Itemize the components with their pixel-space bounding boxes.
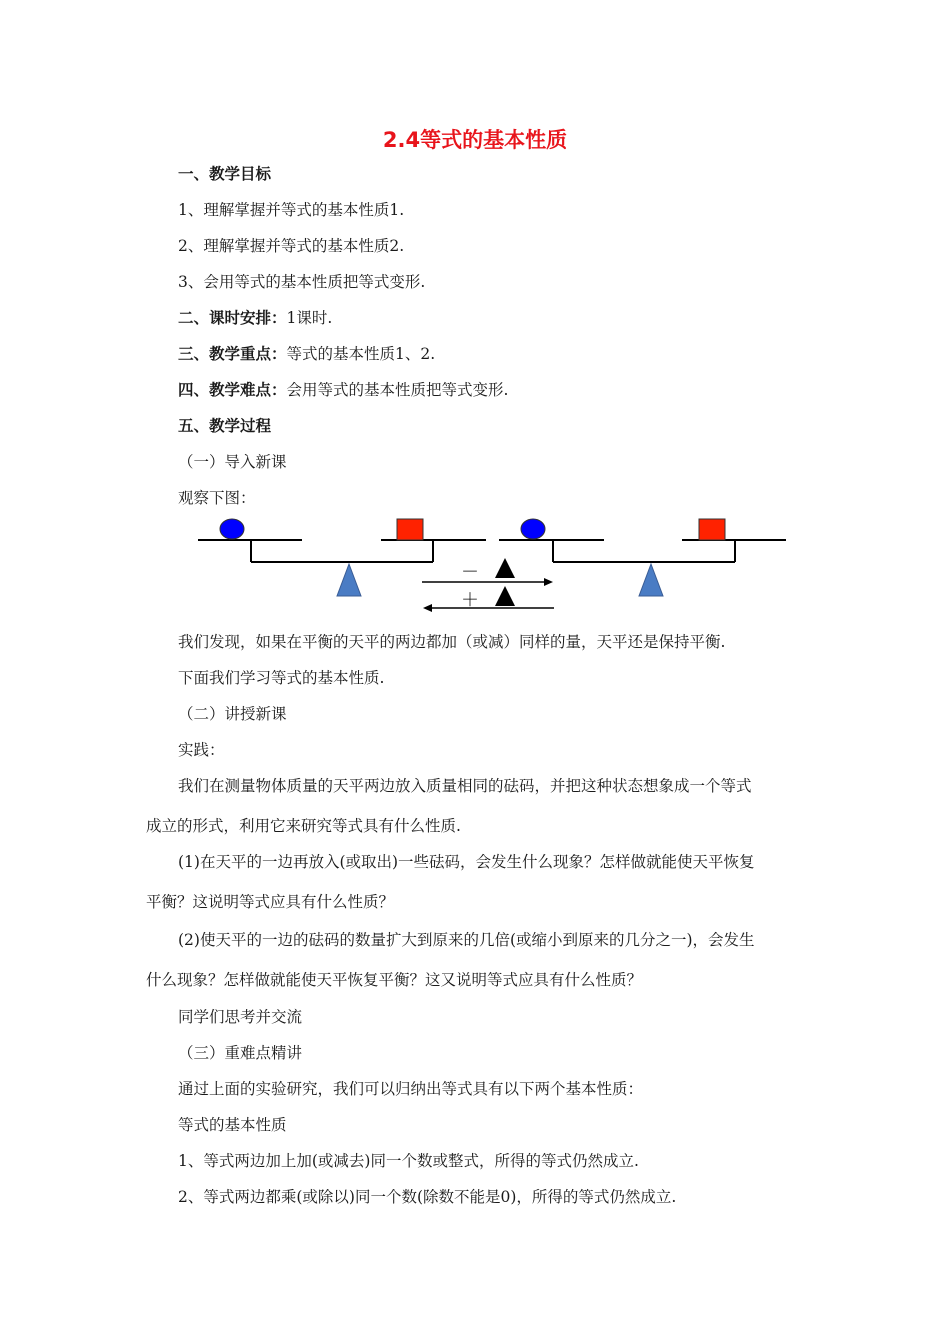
page-title: 2.4等式的基本性质 xyxy=(382,128,568,152)
heading-process: 五、教学过程 xyxy=(178,417,272,435)
question-2a: (2)使天平的一边的砝码的数量扩大到原来的几倍(或缩小到原来的几分之一)，会发生 xyxy=(178,931,755,949)
minus-sign: － xyxy=(461,562,479,583)
right-fulcrum xyxy=(639,564,663,596)
part3-heading: （三）重难点精讲 xyxy=(178,1044,303,1062)
heading-goals: 一、教学目标 xyxy=(178,165,272,183)
right-balance xyxy=(499,540,786,562)
left-weight-block xyxy=(397,519,423,540)
arrow-right-head xyxy=(544,578,553,586)
schedule-line xyxy=(178,308,332,328)
triangle-top xyxy=(495,558,515,578)
plus-sign: ＋ xyxy=(461,590,479,611)
found-text: 我们发现，如果在平衡的天平的两边都加（或减）同样的量，天平还是保持平衡. xyxy=(178,633,726,651)
question-1a: (1)在天平的一边再放入(或取出)一些砝码，会发生什么现象？怎样做就能使天平恢复 xyxy=(178,853,755,871)
focus-value: 等式的基本性质1、2. xyxy=(286,345,436,363)
observe-text: 观察下图： xyxy=(178,489,256,507)
question-1b: 平衡？这说明等式应具有什么性质？ xyxy=(146,893,395,911)
part1-heading: （一）导入新课 xyxy=(178,453,287,471)
heading-schedule: 二、课时安排： xyxy=(178,309,287,327)
summary-text: 通过上面的实验研究，我们可以归纳出等式具有以下两个基本性质： xyxy=(178,1080,644,1098)
goal-item-1: 1、理解掌握并等式的基本性质1. xyxy=(178,201,405,219)
left-fulcrum xyxy=(337,564,361,596)
difficulty-line xyxy=(178,380,508,400)
heading-focus: 三、教学重点： xyxy=(178,345,287,363)
triangle-bottom xyxy=(495,586,515,606)
difficulty-value: 会用等式的基本性质把等式变形. xyxy=(286,381,509,399)
discuss-text: 同学们思考并交流 xyxy=(178,1008,303,1026)
schedule-value: 1课时. xyxy=(286,309,333,327)
paragraph-1a: 我们在测量物体质量的天平两边放入质量相同的砝码，并把这种状态想象成一个等式 xyxy=(178,777,752,795)
property-1: 1、等式两边加上加(或减去)同一个数或整式，所得的等式仍然成立. xyxy=(178,1152,639,1170)
properties-heading: 等式的基本性质 xyxy=(178,1116,287,1134)
part2-heading: （二）讲授新课 xyxy=(178,705,287,723)
arrow-left-head xyxy=(423,604,432,612)
heading-difficulty: 四、教学难点： xyxy=(178,381,287,399)
left-balance xyxy=(198,540,486,562)
question-2b: 什么现象？怎样做就能使天平恢复平衡？这又说明等式应具有什么性质？ xyxy=(146,971,643,989)
paragraph-1b: 成立的形式，利用它来研究等式具有什么性质. xyxy=(146,817,461,835)
next-text: 下面我们学习等式的基本性质. xyxy=(178,669,385,687)
left-weight-circle xyxy=(220,519,244,539)
right-weight-circle xyxy=(521,519,545,539)
property-2: 2、等式两边都乘(或除以)同一个数(除数不能是0)，所得的等式仍然成立. xyxy=(178,1188,677,1206)
practice-label: 实践： xyxy=(178,741,225,759)
goal-item-3: 3、会用等式的基本性质把等式变形. xyxy=(178,273,426,291)
right-weight-block xyxy=(699,519,725,540)
goal-item-2: 2、理解掌握并等式的基本性质2. xyxy=(178,237,405,255)
focus-line xyxy=(178,344,435,364)
